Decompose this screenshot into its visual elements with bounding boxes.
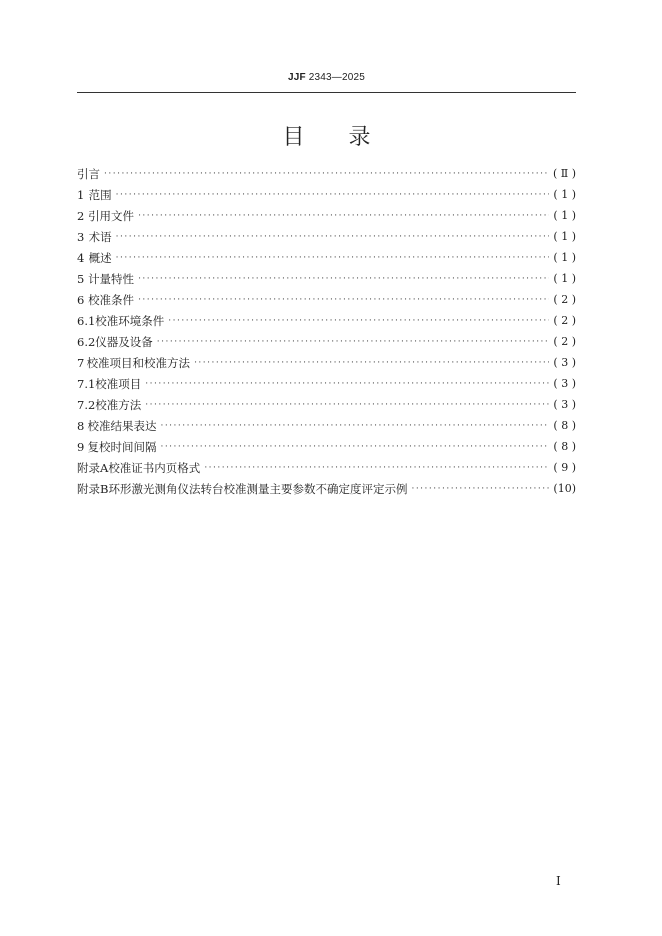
footer-page-number: I <box>556 874 561 888</box>
toc-entry[interactable] <box>77 457 576 478</box>
toc-entry[interactable] <box>77 289 576 310</box>
toc-entry-number: 6 <box>77 292 85 307</box>
toc-entry-label: 校准条件 <box>88 292 135 307</box>
toc-entry-page: ( 1 ) <box>553 272 576 285</box>
toc-entry-label: 引用文件 <box>88 208 135 223</box>
toc-entry-label: 校准结果表达 <box>87 418 157 433</box>
toc-entry-label: 校准项目和校准方法 <box>86 355 191 370</box>
toc-entry[interactable] <box>77 226 576 247</box>
toc-entry-number: 6.2 <box>77 334 96 349</box>
toc-entry[interactable] <box>77 331 576 352</box>
toc-dot-leader <box>411 484 549 494</box>
toc-dot-leader <box>104 169 549 179</box>
toc-entry-number: 2 <box>77 208 85 223</box>
toc-entry[interactable] <box>77 478 576 499</box>
toc-entry-number: 6.1 <box>77 313 96 328</box>
toc-entry-label: 仪器及设备 <box>95 334 153 349</box>
toc-entry[interactable] <box>77 247 576 268</box>
toc-entry-number: 7.1 <box>77 376 96 391</box>
toc-entry[interactable] <box>77 352 576 373</box>
toc-entry-page: ( 8 ) <box>553 419 576 432</box>
toc-entry-label: 环形激光测角仪法转台校准测量主要参数不确定度评定示例 <box>108 481 408 496</box>
toc-entry-page: ( 2 ) <box>553 335 576 348</box>
standard-code-number: 2343—2025 <box>308 72 366 83</box>
toc-entry-page: ( 3 ) <box>553 356 576 369</box>
toc-dot-leader <box>157 337 550 347</box>
toc-entry-number: 3 <box>77 229 85 244</box>
toc-entry[interactable] <box>77 163 576 184</box>
toc-entry-label: 概述 <box>88 250 112 265</box>
toc-entry-label: 校准环境条件 <box>95 313 165 328</box>
document-header <box>77 72 576 83</box>
toc-entry-label: 术语 <box>88 229 112 244</box>
toc-entry-label: 校准证书内页格式 <box>108 460 201 475</box>
toc-dot-leader <box>204 463 549 473</box>
table-of-contents <box>77 163 576 499</box>
toc-entry-label: 范围 <box>88 187 112 202</box>
toc-entry-number: 9 <box>77 439 85 454</box>
toc-entry[interactable] <box>77 268 576 289</box>
toc-entry-page: ( 8 ) <box>553 440 576 453</box>
toc-dot-leader <box>116 253 550 263</box>
toc-entry-page: ( Ⅱ ) <box>552 167 576 180</box>
toc-dot-leader <box>116 190 550 200</box>
toc-entry[interactable] <box>77 373 576 394</box>
toc-entry[interactable] <box>77 310 576 331</box>
toc-entry-page: (10) <box>553 482 576 495</box>
toc-entry[interactable] <box>77 394 576 415</box>
toc-entry-page: ( 1 ) <box>553 188 576 201</box>
toc-entry-page: ( 2 ) <box>553 293 576 306</box>
toc-dot-leader <box>138 274 549 284</box>
toc-dot-leader <box>116 232 550 242</box>
toc-entry-number: 7.2 <box>77 397 96 412</box>
toc-entry[interactable] <box>77 184 576 205</box>
toc-dot-leader <box>138 211 549 221</box>
toc-entry-page: ( 1 ) <box>553 230 576 243</box>
toc-entry-page: ( 2 ) <box>553 314 576 327</box>
toc-entry[interactable] <box>77 415 576 436</box>
toc-entry-page: ( 1 ) <box>553 209 576 222</box>
toc-entry-page: ( 3 ) <box>553 398 576 411</box>
toc-entry-number: 附录B <box>77 481 109 496</box>
toc-entry[interactable] <box>77 205 576 226</box>
toc-entry-number: 8 <box>77 418 85 433</box>
toc-entry-label: 复校时间间隔 <box>87 439 157 454</box>
toc-entry-number: 7 <box>77 355 85 370</box>
toc-dot-leader <box>194 358 549 368</box>
toc-dot-leader <box>145 379 549 389</box>
toc-dot-leader <box>168 316 549 326</box>
toc-entry-page: ( 3 ) <box>553 377 576 390</box>
toc-entry-label: 计量特性 <box>88 271 135 286</box>
toc-dot-leader <box>160 421 549 431</box>
page-title: 目录 <box>282 125 415 150</box>
toc-entry-number: 5 <box>77 271 85 286</box>
toc-entry[interactable] <box>77 436 576 457</box>
toc-entry-page: ( 9 ) <box>553 461 576 474</box>
toc-entry-number: 1 <box>77 187 85 202</box>
standard-code-prefix: JJF <box>287 72 306 83</box>
toc-entry-label: 校准方法 <box>95 397 142 412</box>
toc-dot-leader <box>138 295 549 305</box>
header-rule <box>77 92 576 93</box>
toc-entry-label: 校准项目 <box>95 376 142 391</box>
toc-entry-number: 4 <box>77 250 85 265</box>
toc-dot-leader <box>145 400 549 410</box>
toc-dot-leader <box>160 442 549 452</box>
toc-entry-label: 引言 <box>77 166 100 181</box>
toc-entry-number: 附录A <box>77 460 109 475</box>
toc-entry-page: ( 1 ) <box>553 251 576 264</box>
